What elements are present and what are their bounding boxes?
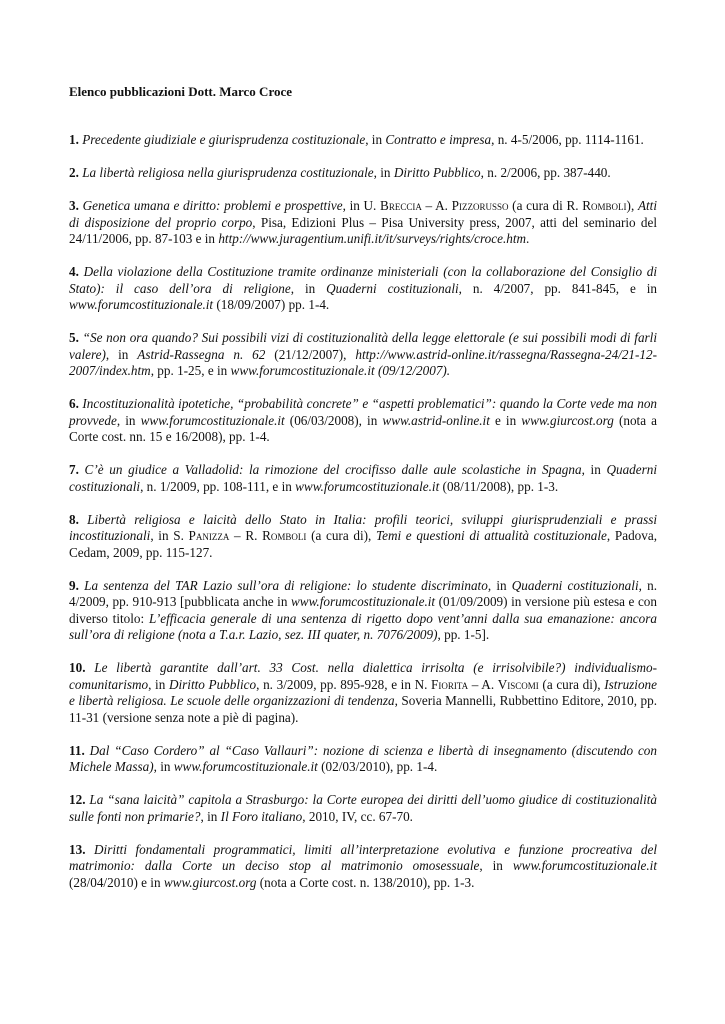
entry-text: (18/09/2007) pp. 1-4.: [213, 297, 330, 312]
entry-text: (01/09/2009) in versione più estesa e con diverso titolo:: [69, 594, 657, 626]
entry-text: , n. 3/2009, pp. 895-928, e in N.: [256, 676, 432, 692]
entry-text: , in: [487, 577, 512, 593]
entry-number: 4.: [69, 264, 79, 279]
publication-list-page: [69, 84, 657, 908]
url-link: www.forumcostituzionale.it: [295, 478, 440, 494]
entry-text: , in: [365, 132, 386, 147]
entry-number: 11.: [69, 742, 85, 758]
entry-text: , in S.: [150, 528, 189, 543]
journal-name: Quaderni costituzionali: [69, 462, 658, 494]
publication-entry-11: [69, 743, 657, 776]
entry-text: (28/04/2010) e in: [69, 874, 164, 890]
entry-text: ),: [626, 198, 638, 213]
publication-title: Libertà religiosa e laicità dello Stato in Italia: profili teorici, sviluppi giurisprudenziali e prassi incostituzionali: [69, 511, 657, 543]
entry-number: 13.: [69, 841, 86, 857]
book-title: Temi e questioni di attualità costituzionale: [375, 528, 607, 543]
entry-number: 12.: [69, 792, 86, 807]
entry-text: , pp. 1-25, e in: [150, 363, 231, 378]
entry-number: 10.: [69, 660, 86, 675]
publication-title: Le libertà garantite dall’art. 33 Cost. nella dialettica irrisolta (e irrisolvibile?) individualismo-comunitarismo: [69, 660, 658, 692]
journal-name: Quaderni costituzionali: [511, 577, 639, 593]
entry-number: 5.: [69, 330, 79, 345]
publication-title: Dal “Caso Cordero” al “Caso Vallauri”: nozione di scienza e libertà di insegnamento (discutendo con Michele Massa): [69, 742, 657, 774]
entry-text: (a cura di),: [306, 528, 376, 543]
publication-title: Genetica umana e diritto: problemi e prospettive: [82, 198, 343, 213]
publication-entry-9: [69, 578, 657, 644]
journal-name: Il Foro italiano: [220, 808, 303, 824]
entry-text: , n. 4/2007, pp. 841-845, e in: [458, 280, 658, 296]
publication-entry-8: [69, 512, 657, 562]
publication-entry-1: [69, 132, 657, 149]
publication-entry-13: [69, 842, 657, 892]
url-link: www.forumcostituzionale.it: [291, 594, 436, 609]
entry-text: , pp. 1-5].: [437, 627, 490, 642]
entry-text: , n. 2/2006, pp. 387-440.: [480, 165, 611, 180]
publication-title: Diritti fondamentali programmatici, limiti all’interpretazione evolutiva e funzione procreativa del matrimonio: dalla Corte un deciso stop al matrimonio omosessuale: [69, 841, 658, 873]
url-link: www.forumcostituzionale.it: [512, 858, 657, 873]
journal-name: Diritto Pubblico: [393, 165, 481, 180]
entry-text: , 2010, IV, cc. 67-70.: [302, 808, 413, 824]
entry-text: , in: [116, 412, 141, 428]
book-title: Atti di disposizione del proprio corpo: [69, 198, 657, 230]
author-name: Viscomi: [497, 676, 539, 692]
url-link: www.astrid-online.it: [382, 412, 490, 428]
entry-text: , in: [479, 858, 513, 873]
entry-number: 7.: [69, 462, 79, 477]
publication-title: Della violazione della Costituzione tramite ordinanze ministeriali (con la collaborazione del Consiglio di Stato): il caso dell’ora di religione: [69, 264, 657, 296]
url-link: www.giurcost.org: [521, 412, 614, 428]
entry-number: 1.: [69, 132, 79, 147]
journal-name: Astrid-Rassegna n. 62: [137, 346, 266, 362]
alternate-title: L’efficacia generale di una sentenza di rigetto dopo vent’anni dalla sua emanazione: ancora sull’ora di religione (nota a T.a.r. Lazio, sez. III quater, n. 7076/2009): [69, 610, 657, 642]
entry-text: (21/12/2007),: [265, 346, 356, 362]
author-name: Romboli: [262, 528, 307, 543]
publication-title: Incostituzionalità ipotetiche, “probabilità concrete” e “aspetti problematici”: quando la Corte vede ma non provvede: [69, 396, 658, 428]
entry-text: – A.: [468, 676, 498, 692]
entry-number: 8.: [69, 511, 79, 527]
url-link: http://www.juragentium.unifi.it/it/surveys/rights/croce.htm: [218, 231, 527, 246]
entry-text: , n. 4-5/2006, pp. 1114-1161.: [491, 132, 644, 147]
entry-text: – A.: [421, 198, 452, 213]
author-name: Pizzorusso: [451, 198, 509, 213]
entry-text: (a cura di),: [538, 676, 605, 692]
author-name: Breccia: [380, 198, 422, 213]
publication-title: Precedente giudiziale e giurisprudenza costituzionale: [82, 132, 366, 147]
url-link: http://www.astrid-online.it/rassegna/Rassegna-24/21-12-2007/index.htm: [69, 346, 657, 378]
publication-entry-2: [69, 165, 657, 182]
entry-text: , in: [105, 346, 138, 362]
publication-entry-4: [69, 264, 657, 314]
entry-text: (nota a Corte cost. nn. 15 e 16/2008), pp. 1-4.: [69, 412, 657, 444]
publication-entry-10: [69, 660, 657, 726]
entry-text: , in: [153, 759, 174, 774]
entry-number: 2.: [69, 165, 79, 180]
publication-entry-12: [69, 792, 657, 825]
url-link: www.giurcost.org: [163, 874, 257, 890]
publication-entry-5: [69, 330, 657, 380]
entry-text: , Padova, Cedam, 2009, pp. 115-127.: [69, 528, 658, 560]
book-title: Istruzione e libertà religiosa. Le scuole delle organizzazioni di tendenza: [69, 676, 657, 708]
author-name: Romboli: [582, 198, 627, 213]
publication-title: “Se non ora quando? Sui possibili vizi di costituzionalità della legge elettorale (e sui possibili modi di farli valere): [69, 330, 657, 362]
publication-title: La “sana laicità” capitola a Strasburgo: la Corte europea dei diritti dell’uomo giudice di costituzionalità sulle fonti non primarie?: [69, 792, 658, 824]
author-name: Fiorita: [431, 676, 469, 692]
entry-text: (02/03/2010), pp. 1-4.: [317, 759, 438, 774]
entry-number: 9.: [69, 577, 79, 593]
publication-title: La sentenza del TAR Lazio sull’ora di religione: lo studente discriminato: [84, 577, 488, 593]
entry-text: , in: [373, 165, 394, 180]
entry-text: (nota a Corte cost. n. 138/2010), pp. 1-3.: [256, 874, 475, 890]
entry-number: 6.: [69, 396, 79, 411]
url-link: www.forumcostituzionale.it: [69, 297, 214, 312]
entry-text: , in U.: [342, 198, 381, 213]
entry-text: , Soveria Mannelli, Rubbettino Editore, 2010, pp. 11-31 (versione senza note a piè di pagina).: [69, 693, 657, 725]
journal-name: Quaderni costituzionali: [326, 280, 459, 296]
document-title: Elenco pubblicazioni Dott. Marco Croce: [69, 84, 293, 99]
entry-text: (06/03/2008), in: [284, 412, 383, 428]
entry-number: 3.: [69, 198, 79, 213]
url-link: www.forumcostituzionale.it: [173, 759, 318, 774]
entry-text: – R.: [229, 528, 263, 543]
entry-text: , in: [200, 808, 221, 824]
publication-entry-6: [69, 396, 657, 446]
journal-name: Diritto Pubblico: [168, 676, 257, 692]
entry-text: (08/11/2008), pp. 1-3.: [439, 478, 559, 494]
entry-text: , in: [581, 462, 607, 477]
url-link: www.forumcostituzionale.it: [140, 412, 285, 428]
entry-text: , in: [148, 676, 169, 692]
url-link: www.forumcostituzionale.it (09/12/2007).: [230, 363, 451, 378]
entry-text: , n. 1/2009, pp. 108-111, e in: [140, 478, 296, 494]
entry-text: e in: [489, 412, 522, 428]
publication-entry-3: [69, 198, 657, 248]
entry-text: (a cura di R.: [508, 198, 583, 213]
entry-text: , in: [290, 280, 327, 296]
publication-title: C’è un giudice a Valladolid: la rimozione del crocifisso dalle aule scolastiche in Spagna: [84, 462, 582, 477]
publication-title: La libertà religiosa nella giurisprudenza costituzionale: [82, 165, 374, 180]
publication-entry-7: [69, 462, 657, 495]
entry-text: , Pisa, Edizioni Plus – Pisa University press, 2007, atti del seminario del 24/11/2006, pp. 87-103 e in: [69, 214, 657, 246]
entry-text: .: [526, 231, 530, 246]
journal-name: Contratto e impresa: [385, 132, 492, 147]
author-name: Panizza: [188, 528, 230, 543]
entry-text: , n. 4/2009, pp. 910-913 [pubblicata anche in: [69, 577, 658, 609]
